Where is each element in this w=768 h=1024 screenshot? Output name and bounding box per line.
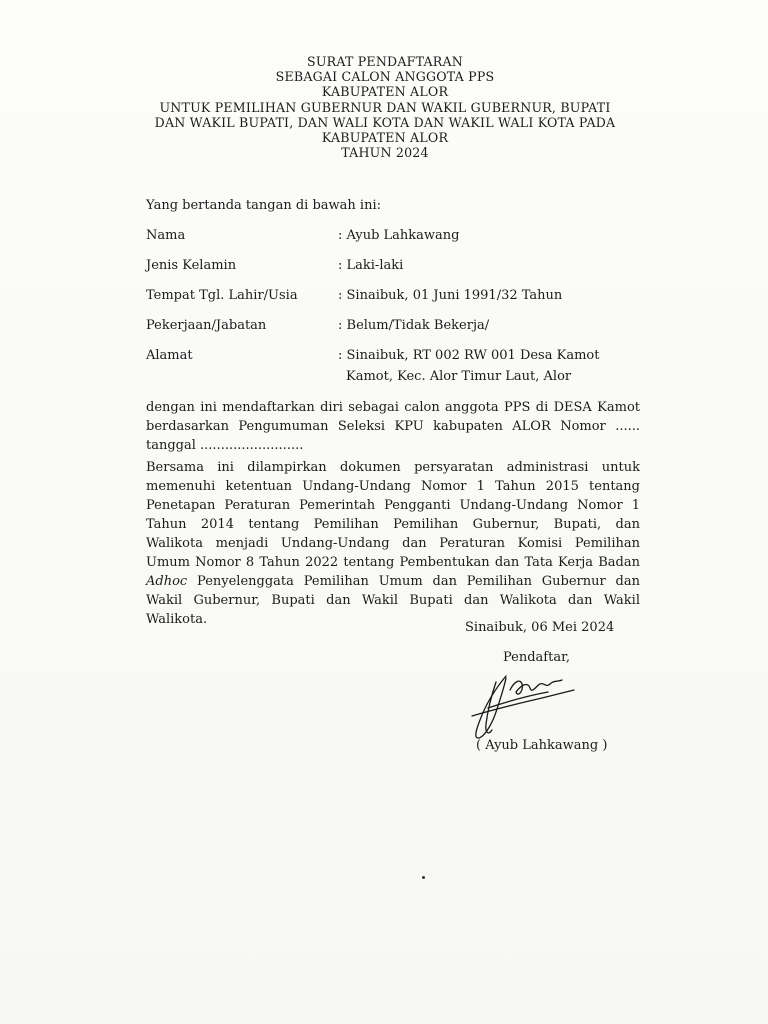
paragraph-line: Walikota menjadi Undang-Undang dan Peraturan Komisi Pemilihan [146, 536, 640, 551]
italic-term: Adhoc [146, 574, 188, 589]
paragraph-line [146, 572, 640, 591]
field-label: Tempat Tgl. Lahir/Usia [146, 288, 298, 303]
field-value: : Sinaibuk, 01 Juni 1991/32 Tahun [338, 288, 563, 303]
paragraph-line: Bersama ini dilampirkan dokumen persyaratan administrasi untuk [146, 460, 640, 475]
signer-name: ( Ayub Lahkawang ) [476, 738, 608, 753]
title-line: UNTUK PEMILIHAN GUBERNUR DAN WAKIL GUBERNUR, BUPATI [159, 99, 611, 115]
registrant-role: Pendaftar, [503, 650, 571, 665]
place-date: Sinaibuk, 06 Mei 2024 [465, 620, 615, 635]
document-title [100, 54, 670, 160]
paper-speck [422, 876, 425, 879]
title-line: SURAT PENDAFTARAN [307, 54, 463, 69]
title-line: SEBAGAI CALON ANGGOTA PPS [275, 69, 495, 85]
paragraph-line: Penetapan Peraturan Pemerintah Pengganti Undang-Undang Nomor 1 [146, 498, 640, 513]
field-value: : Sinaibuk, RT 002 RW 001 Desa Kamot [338, 348, 600, 363]
field-label: Nama [146, 228, 186, 243]
paragraph-line-rest: Penyelenggata Pemilihan Umum dan Pemilihan Gubernur dan [187, 574, 640, 589]
paragraph-line: berdasarkan Pengumuman Seleksi KPU kabupaten ALOR Nomor ...... [146, 419, 640, 434]
paragraph-line: Umum Nomor 8 Tahun 2022 tentang Pembentukan dan Tata Kerja Badan [146, 555, 640, 570]
field-label: Jenis Kelamin [146, 258, 237, 273]
paragraph-line: tanggal ......................... [146, 438, 304, 453]
field-value: : Laki-laki [338, 258, 404, 273]
field-value: : Ayub Lahkawang [338, 228, 460, 243]
field-value: : Belum/Tidak Bekerja/ [338, 318, 490, 333]
paragraph-line: Walikota. [146, 612, 208, 627]
title-line: KABUPATEN ALOR [321, 84, 449, 100]
paragraph-line: dengan ini mendaftarkan diri sebagai calon anggota PPS di DESA Kamot [146, 400, 640, 415]
attachment-paragraph [146, 458, 640, 629]
intro-text: Yang bertanda tangan di bawah ini: [146, 198, 381, 213]
title-line: TAHUN 2024 [341, 145, 429, 161]
field-label: Pekerjaan/Jabatan [146, 318, 267, 333]
paragraph-line: Wakil Gubernur, Bupati dan Wakil Bupati dan Walikota dan Wakil [146, 593, 640, 608]
paragraph-line: Tahun 2014 tentang Pemilihan Pemilihan Gubernur, Bupati, dan [146, 517, 640, 532]
handwritten-signature [466, 668, 578, 746]
title-line: DAN WAKIL BUPATI, DAN WALI KOTA DAN WAKIL WALI KOTA PADA [154, 114, 616, 130]
field-label: Alamat [146, 348, 193, 363]
paragraph-line: memenuhi ketentuan Undang-Undang Nomor 1 Tahun 2015 tentang [146, 479, 640, 494]
field-value-continuation: Kamot, Kec. Alor Timur Laut, Alor [346, 369, 572, 384]
registration-paragraph [146, 398, 640, 455]
title-line: KABUPATEN ALOR [321, 130, 449, 146]
